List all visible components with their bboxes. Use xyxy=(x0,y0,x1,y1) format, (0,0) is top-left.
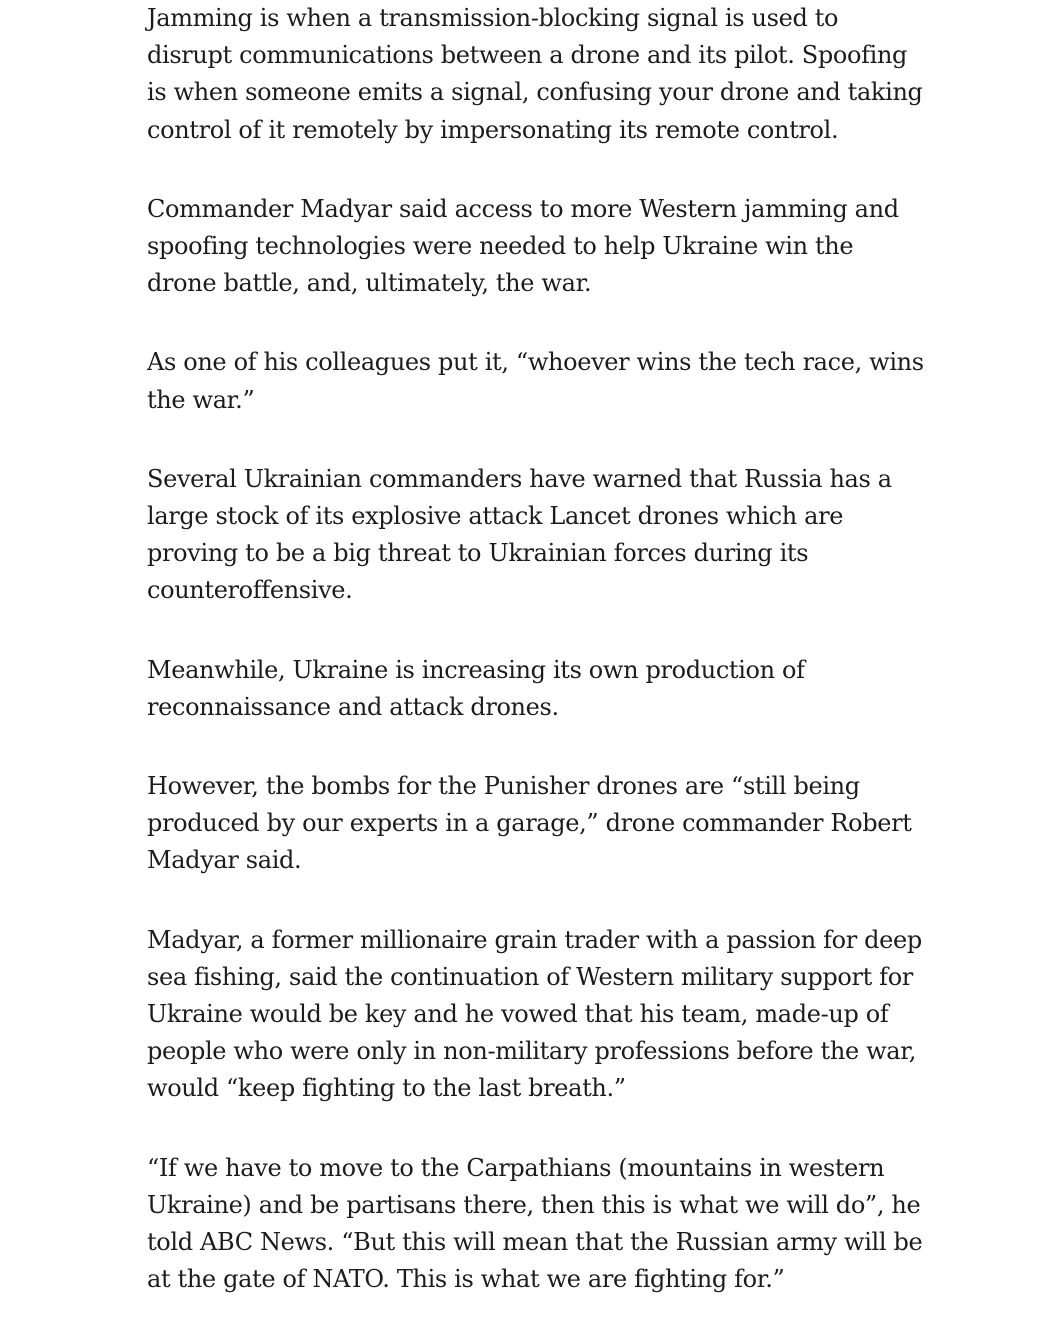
article-paragraph-tech-race-quote: As one of his colleagues put it, “whoever wins the tech race, wins the war.” xyxy=(147,348,924,414)
article-paragraph-lancet-drones: Several Ukrainian commanders have warned that Russia has a large stock of its explosive attack Lancet drones which are proving to be a big threat to Ukrainian forces during its counteroffensive. xyxy=(147,464,892,605)
article-body xyxy=(147,0,927,1340)
article-paragraph-jamming-spoofing: Jamming is when a transmission-blocking signal is used to disrupt communications between a drone and its pilot. Spoofing is when someone emits a signal, confusing your drone and taking control of it remotely by impersonating its remote control. xyxy=(147,4,923,144)
article-paragraph-punisher-bombs: However, the bombs for the Punisher drones are “still being produced by our experts in a garage,” drone commander Robert Madyar said. xyxy=(147,772,912,875)
article-paragraph-western-tech: Commander Madyar said access to more Western jamming and spoofing technologies were needed to help Ukraine win the drone battle, and, ultimately, the war. xyxy=(147,194,899,298)
article-paragraph-carpathians-quote: “If we have to move to the Carpathians (mountains in western Ukraine) and be partisans there, then this is what we will do”, he told ABC News. “But this will mean that the Russian army will be at the gate of NATO. This is what we are fighting for.” xyxy=(147,1153,923,1294)
article-paragraph-madyar-profile: Madyar, a former millionaire grain trader with a passion for deep sea fishing, said the continuation of Western military support for Ukraine would be key and he vowed that his team, made-up of people who were only in non-military professions before the war, would “keep fighting to the last breath.” xyxy=(147,925,922,1103)
article-paragraph-drone-production: Meanwhile, Ukraine is increasing its own production of reconnaissance and attack drones. xyxy=(147,655,805,721)
